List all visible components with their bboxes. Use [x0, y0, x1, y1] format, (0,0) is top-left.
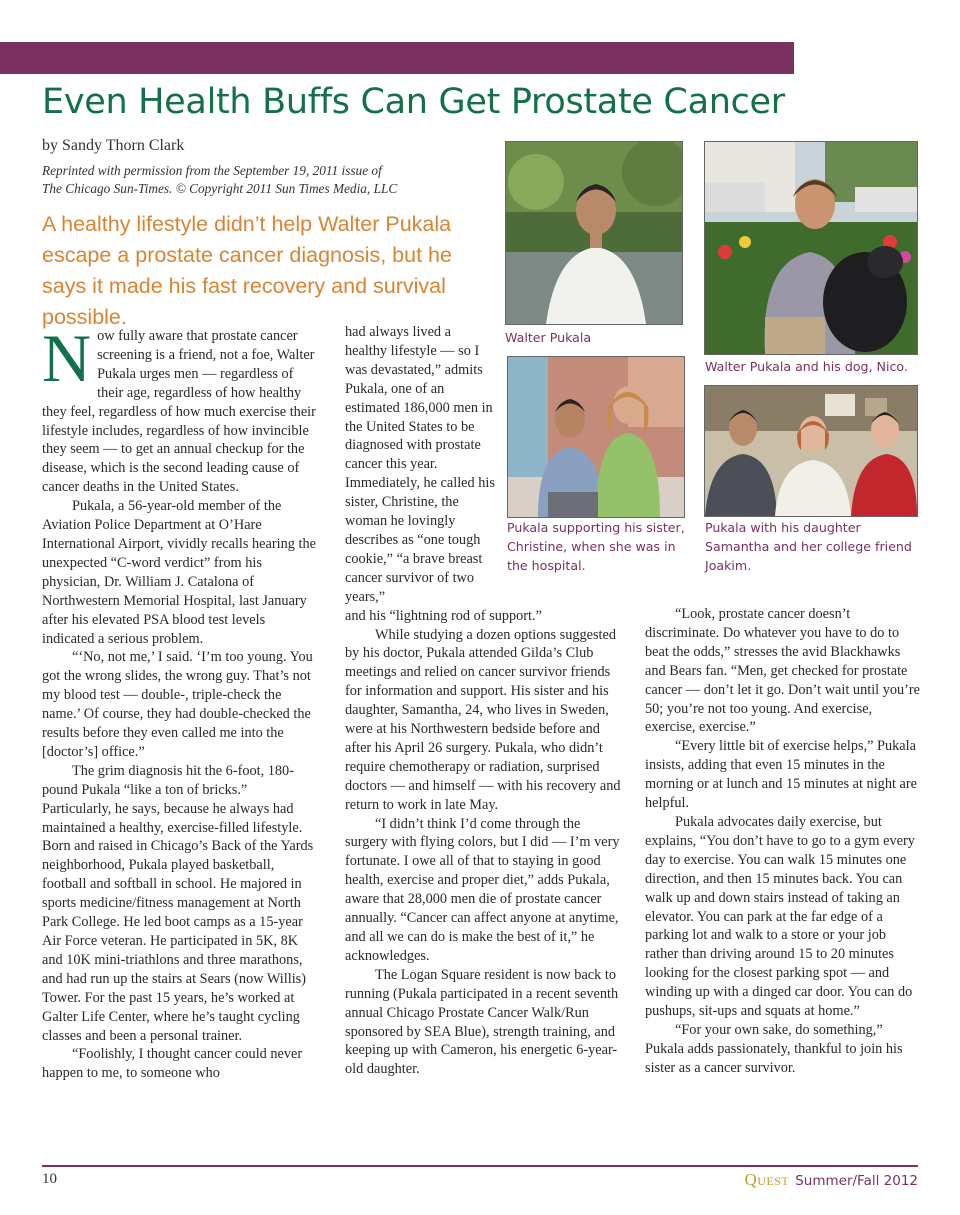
daughter-and-friend-photo: [704, 385, 918, 517]
byline: by Sandy Thorn Clark: [42, 137, 185, 154]
body-column-3: [645, 605, 921, 1078]
daughter-and-friend-caption: Pukala with his daughter Samantha and her college friend Joakim.: [705, 520, 912, 573]
article-paragraph: “‘No, not me,’ I said. ‘I’m too young. You got the wrong slides, the wrong guy. That’s not my blood test — double-, triple-check the name.’ Of course, they had double-checked the results before they even called me into the [doctor’s] office.”: [42, 649, 313, 760]
article-paragraph-wrapped: had always lived a healthy lifestyle — so I was devastated,” admits Pukala, one of an estimated 186,000 men in the United States to be diagnosed with prostate cancer this year. Immediately, he called his sister, Christine, the woman he lovingly describes as “one tough cookie,” “a brave breast cancer survivor of two years,”: [345, 324, 495, 605]
article-paragraph: “Look, prostate cancer doesn’t discriminate. Do whatever you have to do to beat the odds,” stresses the avid Blackhawks and Bears fan. “Men, get checked for prostate cancer — don’t let it go. Don’t wait until you’re 50; you’re not too young. And exercise, exercise, exercise.”: [645, 606, 921, 736]
article-paragraph: The grim diagnosis hit the 6-foot, 180-pound Pukala “like a ton of bricks.” Particularly, he says, because he always had maintained a healthy, exercise-filled lifestyle. Born and raised in Chicago’s Back of the Yards neighborhood, Pukala played basketball, football and softball in school. He majored in sports medicine/fitness management at North Park College. He led boot camps as a 15-year Air Force veteran. He participated in 5K, 8K and 10K mini-triathlons and three marathons, and had run up the stairs at Sears (now Willis) Tower. For the past 15 years, he’s worked at Galter Life Center, where he’s taught cycling classes and been a personal trainer.: [42, 762, 314, 1044]
article-paragraph: Pukala advocates daily exercise, but explains, “You don’t have to go to a gym every day to exercise. You can walk 15 minutes one direction, and then 15 minutes back. You can walk up and down stairs instead of taking an elevator. You can park at the far edge of a parking lot and walk to a store or your job rather than driving around 15 to 20 minutes looking for the closest parking spot — and winding up with a dinged car door. You can do pushups, sit-ups and squats at home.”: [645, 813, 915, 1020]
publication-footer: [744, 1170, 918, 1190]
issue-label: Summer/Fall 2012: [795, 1173, 918, 1189]
article-paragraph: While studying a dozen options suggested by his doctor, Pukala attended Gilda’s Club meetings and relied on cancer survivor friends for information and support. His sister and his daughter, Samantha, 24, who lives in Sweden, were at his Northwestern bedside before and after his April 26 surgery. Pukala, who didn’t require chemotherapy or radiation, surprised doctors — and himself — with his recovery and return to work in late May.: [345, 626, 621, 813]
article-paragraph: “Every little bit of exercise helps,” Pukala insists, adding that even 15 minutes in the morning or at lunch and 15 minutes at night are helpful.: [645, 738, 917, 812]
body-column-2: [345, 323, 621, 1079]
article-paragraph: [42, 320, 318, 497]
article-paragraph: Pukala, a 56-year-old member of the Aviation Police Department at O’Hare International Airport, vividly recalls hearing the unexpected “C-word verdict” from his physician, Dr. William J. Catalona of Northwestern Memorial Hospital, last January after his elevated PSA blood test levels indicated a serious problem.: [42, 498, 316, 647]
footer-rule: [42, 1165, 918, 1167]
walter-and-dog-photo: [704, 141, 918, 355]
top-color-bar: [0, 42, 794, 74]
walter-and-dog-caption: Walter Pukala and his dog, Nico.: [705, 359, 908, 374]
sister-hospital-caption: Pukala supporting his sister, Christine, when she was in the hospital.: [507, 520, 685, 573]
article-title: Even Health Buffs Can Get Prostate Cancer: [42, 82, 785, 122]
walter-pukala-caption: Walter Pukala: [505, 330, 592, 345]
drop-cap: N: [42, 320, 92, 396]
reprint-notice: [42, 162, 482, 198]
page-number: 10: [42, 1171, 57, 1187]
article-paragraph-continued: and his “lightning rod of support.”: [345, 607, 542, 624]
article-deck: A healthy lifestyle didn’t help Walter Pukala escape a prostate cancer diagnosis, but he says it made his fast recovery and survival possible.: [42, 212, 452, 329]
publication-brand: Quest: [744, 1170, 790, 1189]
article-paragraph: The Logan Square resident is now back to running (Pukala participated in a recent seventh annual Chicago Prostate Cancer Walk/Run sponsored by SEA Blue), strength training, and keeping up with Cameron, his energetic 6-year-old daughter.: [345, 966, 619, 1078]
article-paragraph: “Foolishly, I thought cancer could never happen to me, to someone who: [42, 1046, 303, 1082]
walter-pukala-photo: [505, 141, 683, 325]
article-paragraph: “I didn’t think I’d come through the surgery with flying colors, but I did — I’m very fortunate. I owe all of that to staying in good health, exercise and proper diet,” adds Pukala, aware that 28,000 men die of prostate cancer annually. “Cancer can affect anyone at anytime, and all we can do is make the best of it,” he acknowledges.: [345, 815, 620, 964]
reprint-line-1: Reprinted with permission from the September 19, 2011 issue of: [42, 163, 382, 178]
reprint-line-2: The Chicago Sun-Times. © Copyright 2011 Sun Times Media, LLC: [42, 181, 398, 196]
body-column-1: [42, 320, 318, 1083]
article-paragraph: “For your own sake, do something,” Pukala adds passionately, thankful to join his sister as a cancer survivor.: [645, 1021, 903, 1076]
lead-paragraph-text: ow fully aware that prostate cancer screening is a friend, not a foe, Walter Pukala urges men — regardless of their age, regardless of how healthy they feel, regardless of how much exercise their lifestyle includes, regardless of how invincible they seem — to get an annual checkup for the disease, which is the second leading cause of cancer deaths in the United States.: [42, 328, 316, 496]
